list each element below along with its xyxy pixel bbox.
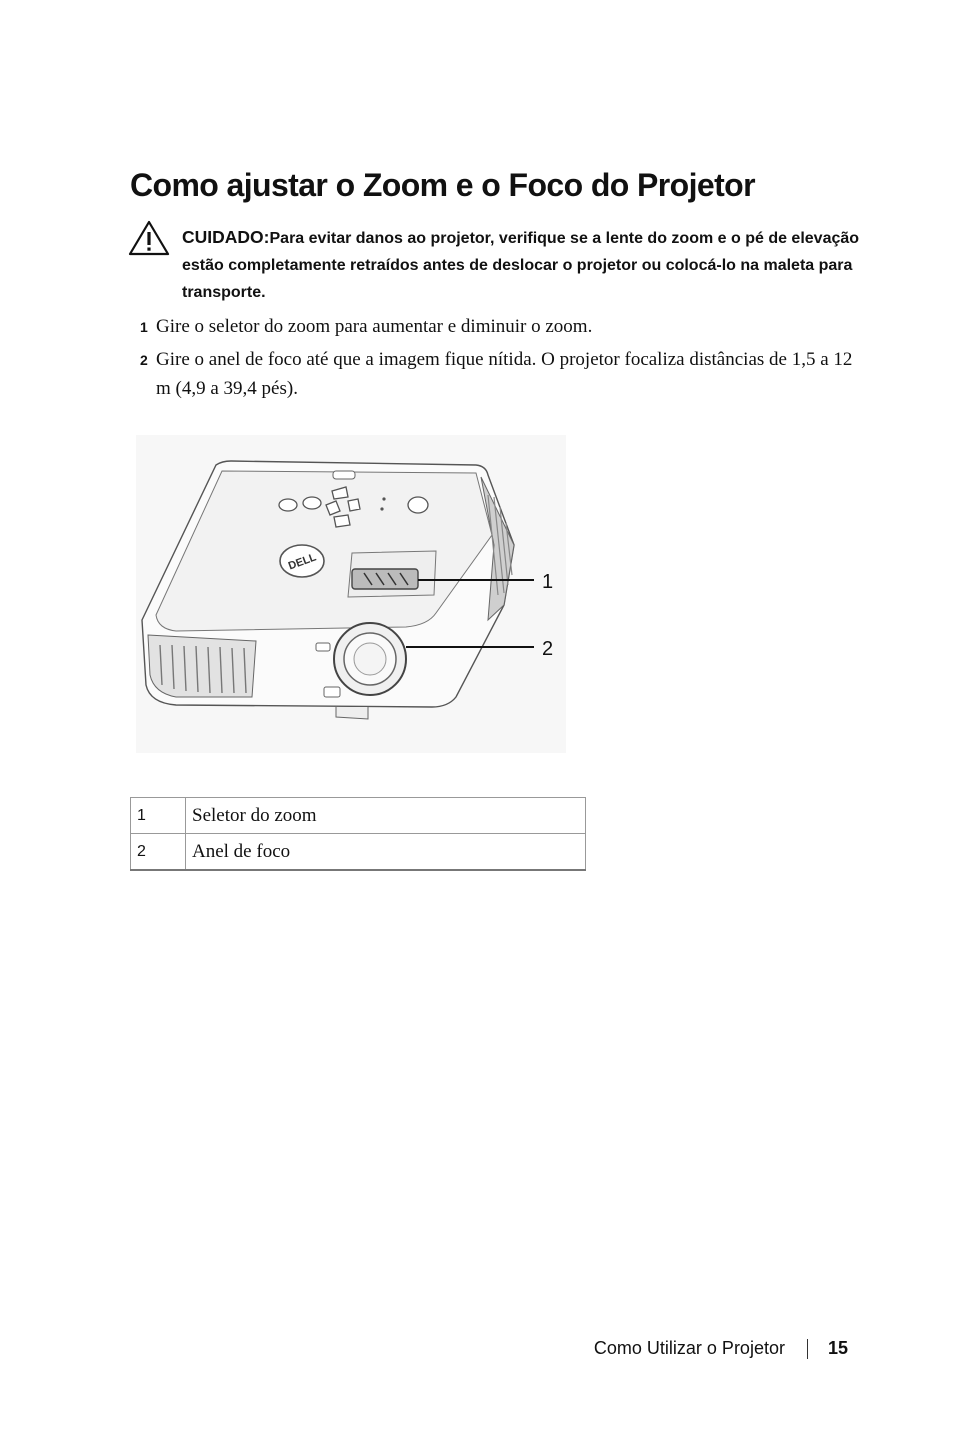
logo-text: DELL — [286, 551, 318, 573]
footer-section: Como Utilizar o Projetor — [593, 1338, 785, 1358]
steps-list — [140, 312, 860, 407]
page-footer — [594, 1338, 848, 1359]
zoom-selector — [352, 569, 418, 589]
callout-label-1: 1 — [542, 571, 554, 593]
legend-label: Anel de foco — [186, 834, 586, 871]
step-number: 2 — [140, 352, 148, 368]
legend-number: 2 — [131, 834, 186, 871]
table-row — [131, 834, 586, 871]
step-number: 1 — [140, 319, 148, 335]
step-text: Gire o seletor do zoom para aumentar e diminuir o zoom. — [156, 316, 593, 337]
caution-body: Para evitar danos ao projetor, verifique se a lente do zoom e o pé de elevação estão completamente retraídos antes de deslocar o projetor ou colocá-lo na maleta para transporte. — [182, 230, 860, 301]
table-row — [131, 798, 586, 834]
legend-label: Seletor do zoom — [186, 798, 586, 834]
front-vent — [148, 635, 256, 697]
legend-table — [130, 797, 586, 871]
warning-triangle-icon — [128, 220, 170, 256]
step-item — [140, 345, 860, 403]
footer-divider — [807, 1339, 808, 1359]
caution-lead: CUIDADO: — [182, 227, 270, 247]
step-text: Gire o anel de foco até que a imagem fique nítida. O projetor focaliza distâncias de 1,5 a 12 m (4,9 a 39,4 pés). — [156, 349, 853, 399]
step-item — [140, 312, 860, 341]
page-title: Como ajustar o Zoom e o Foco do Projetor — [130, 167, 755, 203]
projector-figure — [136, 435, 566, 753]
page-number: 15 — [827, 1338, 848, 1358]
legend-number: 1 — [131, 798, 186, 834]
caution-text — [182, 224, 862, 306]
callout-label-2: 2 — [542, 638, 554, 660]
